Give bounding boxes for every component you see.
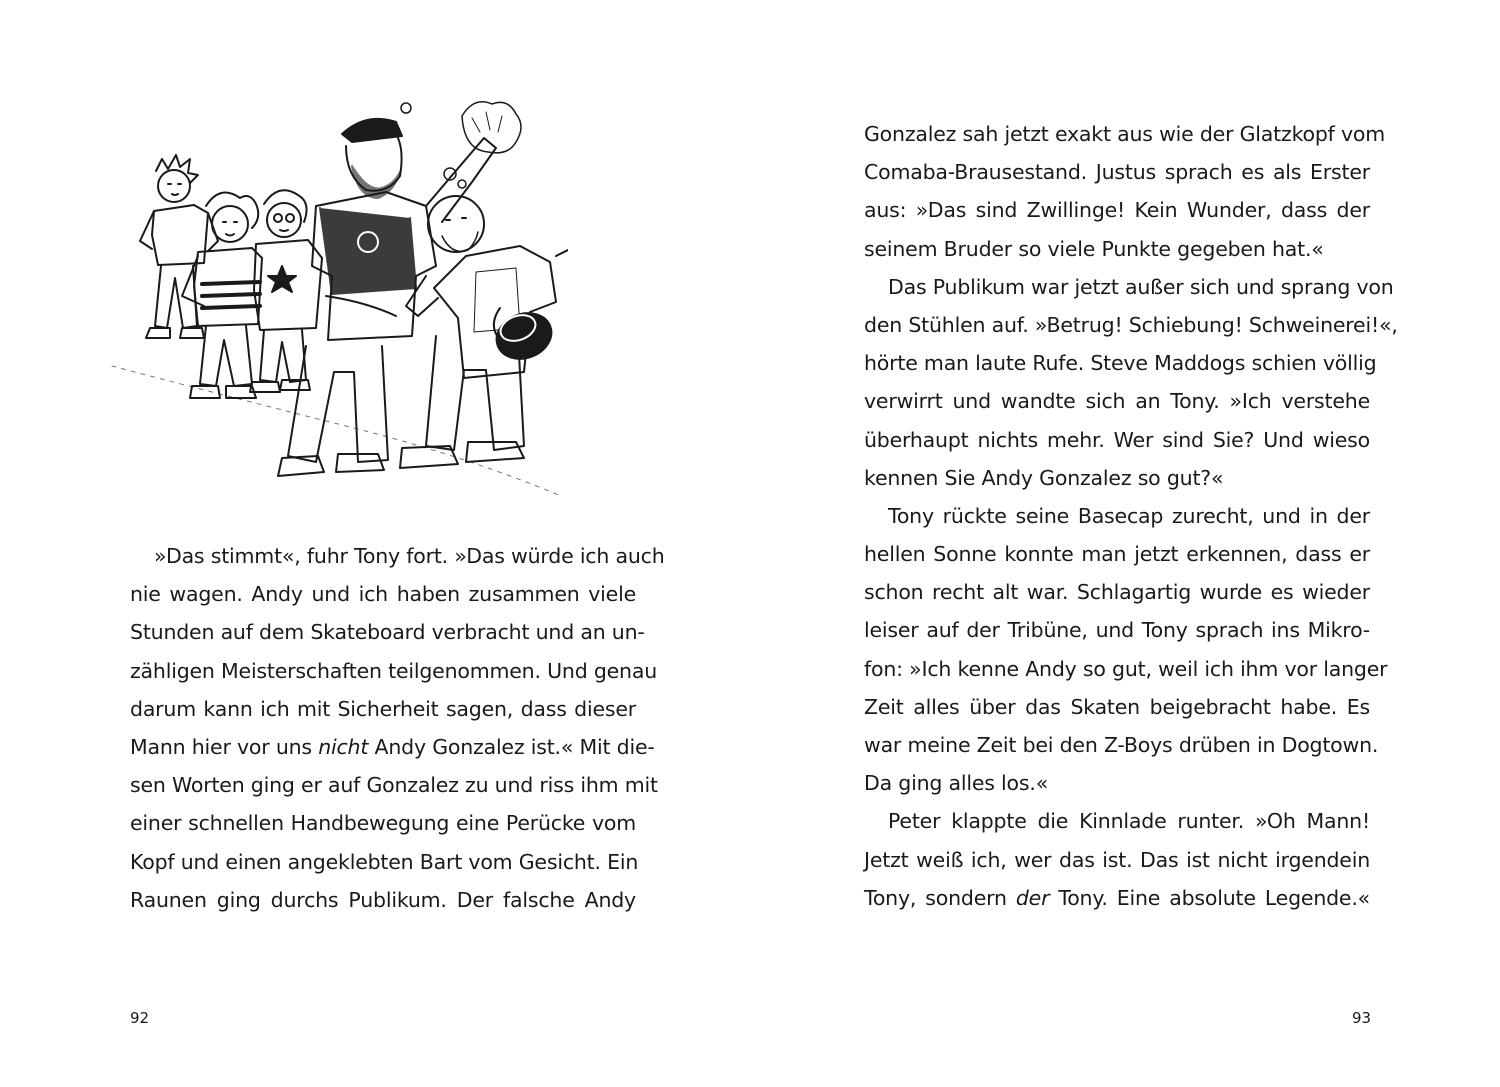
text-line: Da ging alles los.« — [864, 771, 1049, 796]
text-line: Jetzt weiß ich, wer das ist. Das ist nicht irgendein — [864, 847, 1370, 872]
text-line: Comaba-Brausestand. Justus sprach es als Erster — [864, 160, 1370, 185]
text-line: darum kann ich mit Sicherheit sagen, dass dieser — [130, 696, 636, 721]
text-line: hörte man laute Rufe. Steve Maddogs schien völlig — [864, 351, 1377, 376]
text-line: schon recht alt war. Schlagartig wurde es wieder — [864, 580, 1370, 605]
text-line: Gonzalez sah jetzt exakt aus wie der Glatzkopf vom — [864, 122, 1386, 146]
text-line: nie wagen. Andy und ich haben zusammen viele — [130, 582, 636, 607]
text-line: Peter klappte die Kinnlade runter. »Oh Mann! — [888, 809, 1370, 834]
text-line: Das Publikum war jetzt außer sich und sprang von — [888, 274, 1394, 299]
text-line: überhaupt nichts mehr. Wer sind Sie? Und wieso — [864, 427, 1370, 452]
text-line: Zeit alles über das Skaten beigebracht habe. Es — [864, 694, 1370, 719]
text-line: zähligen Meisterschaften teilgenommen. Und genau — [130, 658, 657, 683]
text-line: »Das stimmt«, fuhr Tony fort. »Das würde ich auch — [154, 544, 665, 568]
text-line: Tony, sondern der Tony. Eine absolute Legende.« — [864, 885, 1370, 910]
text-line: aus: »Das sind Zwillinge! Kein Wunder, dass der — [864, 198, 1370, 223]
tony-figure — [278, 102, 521, 476]
emphasis: der — [1015, 885, 1050, 910]
emphasis: nicht — [318, 734, 369, 759]
left-body-text — [130, 537, 665, 919]
text-line: den Stühlen auf. »Betrug! Schiebung! Schweinerei!«, — [864, 312, 1398, 337]
text-line: Stunden auf dem Skateboard verbracht und an un- — [130, 620, 645, 645]
text-line: sen Worten ging er auf Gonzalez zu und riss ihm mit — [130, 773, 658, 798]
text-line: hellen Sonne konnte man jetzt erkennen, dass er — [864, 542, 1370, 567]
text-line: Kopf und einen angeklebten Bart vom Gesicht. Ein — [130, 849, 639, 874]
text-line: seinem Bruder so viele Punkte gegeben hat.« — [864, 236, 1324, 261]
kid-left-figure — [140, 155, 218, 338]
text-line: leiser auf der Tribüne, und Tony sprach ins Mikro- — [864, 618, 1370, 643]
text-line: Mann hier vor uns nicht Andy Gonzalez ist.« Mit die- — [130, 734, 655, 759]
kid-middle-figure — [182, 193, 262, 398]
text-line: Raunen ging durchs Publikum. Der falsche Andy — [130, 887, 636, 912]
text-line: fon: »Ich kenne Andy so gut, weil ich ihm vor langer — [864, 656, 1388, 681]
text-line: kennen Sie Andy Gonzalez so gut?« — [864, 465, 1224, 490]
page-number-left: 92 — [130, 1009, 150, 1027]
right-body-text — [864, 115, 1398, 917]
helmet — [490, 306, 558, 366]
text-line: einer schnellen Handbewegung eine Perücke vom — [130, 811, 636, 836]
page-number-right: 93 — [1352, 1009, 1372, 1027]
right-page — [750, 0, 1500, 1087]
text-line: verwirrt und wandte sich an Tony. »Ich verstehe — [864, 389, 1370, 414]
comic-illustration — [106, 96, 568, 508]
text-line: war meine Zeit bei den Z-Boys drüben in Dogtown. — [864, 733, 1379, 757]
text-line: Tony rückte seine Basecap zurecht, und in der — [888, 503, 1370, 528]
